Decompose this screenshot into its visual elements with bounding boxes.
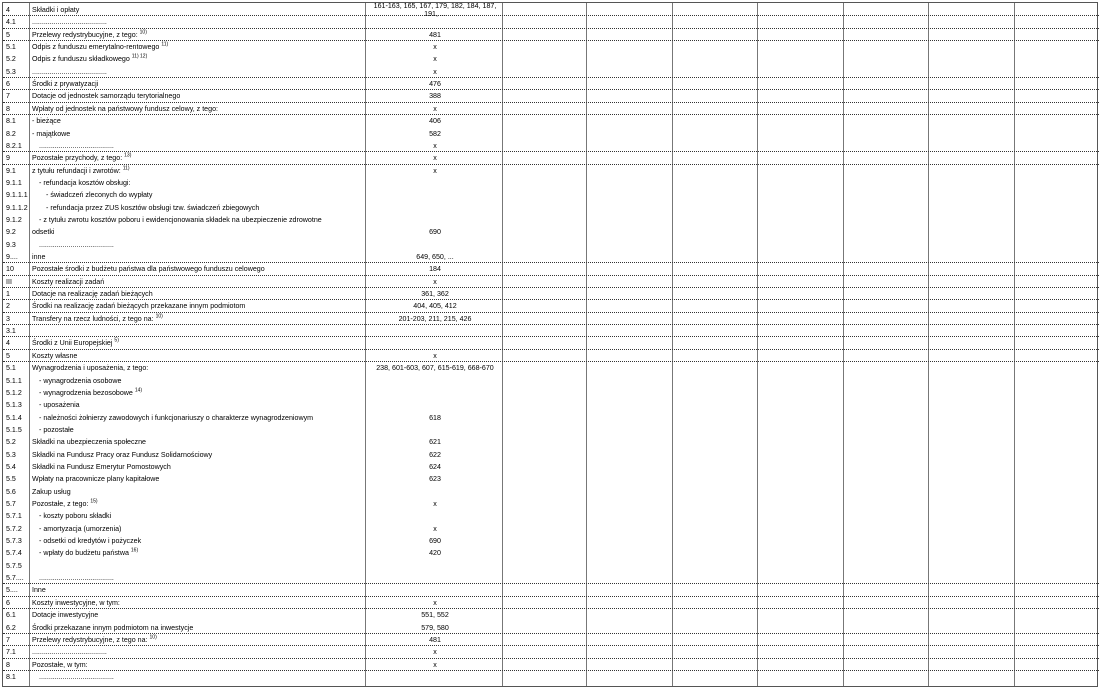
table-row (3, 534, 1099, 546)
row-number: 5.7.1 (6, 512, 22, 521)
row-number: 7.1 (6, 648, 16, 657)
row-classification-code: x (433, 43, 437, 52)
table-row (3, 287, 1099, 300)
row-description-text: Pozostałe środki z budżetu państwa dla państwowego funduszu celowego (32, 265, 265, 274)
row-number: 9.1.1.2 (6, 203, 28, 212)
row-number: III (6, 277, 12, 286)
row-description-text: Inne (32, 586, 46, 595)
table-row (3, 559, 1099, 571)
table-row (3, 213, 1099, 225)
row-description-text: Odpis z funduszu emerytalno-rentowego (32, 43, 160, 52)
row-description (32, 586, 46, 594)
row-description-text: - pozostałe (39, 425, 74, 434)
row-classification-code: 184 (429, 265, 441, 274)
row-number: 8 (6, 104, 10, 113)
row-description-text: Dotacje inwestycyjne (32, 611, 99, 620)
table-row (3, 633, 1099, 646)
table-row (3, 361, 1099, 373)
row-description (39, 549, 138, 557)
row-number: 2 (6, 302, 10, 311)
row-number: 9.3 (6, 240, 16, 249)
row-description (39, 414, 313, 422)
row-number: 5.1.3 (6, 401, 22, 410)
row-classification-code: 161-163, 165, 167, 179, 182, 184, 187, 191, ... (373, 2, 497, 18)
row-description-text: ...................................... (39, 141, 114, 150)
row-description-text: Składki na Fundusz Pracy oraz Fundusz Solidarnościowy (32, 450, 213, 459)
row-number: 5.5 (6, 475, 16, 484)
row-description (32, 488, 71, 496)
row-description-text: - uposażenia (39, 401, 80, 410)
row-description-text: - wpłaty do budżetu państwa (39, 549, 129, 558)
row-description (32, 290, 153, 298)
row-description-text: ...................................... (32, 67, 107, 76)
row-description (32, 6, 79, 14)
table-row (3, 435, 1099, 447)
table-row (3, 40, 1099, 52)
row-description (32, 105, 218, 113)
row-description (39, 401, 80, 409)
row-description-text: - wynagrodzenia osobowe (39, 376, 122, 385)
row-description (32, 55, 147, 63)
table-row (3, 52, 1099, 64)
table-row (3, 349, 1099, 362)
row-number: 6 (6, 80, 10, 89)
row-description (32, 80, 98, 88)
row-description (39, 241, 114, 249)
row-number: 9.1.1.1 (6, 191, 28, 200)
row-description-text: - świadczeń zleconych do wypłaty (46, 191, 153, 200)
footnote-marker: 15) (90, 498, 98, 505)
row-number: 5.2 (6, 438, 16, 447)
row-number: 9.1.1 (6, 178, 22, 187)
table-row (3, 139, 1099, 152)
row-number: 5.6 (6, 487, 16, 496)
row-description (32, 352, 77, 360)
table-row (3, 77, 1099, 90)
row-number: 6 (6, 598, 10, 607)
table-row (3, 324, 1099, 337)
row-description (32, 265, 265, 273)
row-classification-code: 690 (429, 537, 441, 546)
row-description-text: - koszty poboru składki (39, 512, 112, 521)
row-description (39, 377, 121, 385)
row-number: 5.3 (6, 67, 16, 76)
row-description-text: - należności żołnierzy zawodowych i funkcjonariuszy o charakterze wynagrodzeniowym (39, 413, 314, 422)
footnote-marker: 11) (122, 165, 130, 172)
row-description (32, 31, 147, 39)
footnote-marker: 16) (130, 548, 139, 555)
row-description (32, 167, 130, 175)
row-description (39, 142, 114, 150)
row-description (32, 661, 88, 669)
row-number: 9.1.2 (6, 215, 22, 224)
table-row (3, 28, 1099, 41)
row-description (32, 68, 107, 76)
table-row (3, 127, 1099, 139)
table-row (3, 114, 1099, 126)
row-description-text: - refundacja przez ZUS kosztów obsługi tzw. świadczeń zbiegowych (46, 203, 260, 212)
row-classification-code: x (433, 166, 437, 175)
row-classification-code: x (433, 660, 437, 669)
row-number: 5.7.... (6, 574, 24, 583)
row-classification-code: 649, 650, ... (416, 253, 454, 261)
row-description (39, 512, 111, 520)
row-description (32, 624, 193, 632)
row-number: 8.2 (6, 129, 16, 138)
row-number: 8 (6, 660, 10, 669)
row-number: 9 (6, 154, 10, 163)
row-description (32, 648, 107, 656)
row-classification-code: x (433, 648, 437, 657)
table-row (3, 658, 1099, 671)
row-description (32, 43, 168, 51)
table-row (3, 299, 1099, 312)
table-row (3, 176, 1099, 188)
table-row (3, 89, 1099, 102)
row-classification-code: x (433, 598, 437, 607)
row-description (32, 636, 157, 644)
row-description (32, 451, 212, 459)
table-row (3, 262, 1099, 275)
row-classification-code: x (433, 55, 437, 64)
table-row (3, 522, 1099, 534)
table-row (3, 460, 1099, 472)
row-classification-code: 622 (429, 450, 441, 459)
row-description (32, 339, 119, 347)
row-classification-code: x (433, 141, 437, 150)
table-row (3, 571, 1099, 584)
row-classification-code: 404, 405, 412 (413, 302, 457, 311)
row-classification-code: x (433, 104, 437, 113)
table-row (3, 645, 1099, 658)
row-number: 5.7.2 (6, 524, 22, 533)
table-row (3, 3, 1099, 16)
row-description-text: Odpis z funduszu składkowego (32, 55, 130, 64)
row-number: 5.... (6, 586, 18, 595)
row-description-text: ...................................... (39, 672, 114, 681)
row-number: 4.1 (6, 18, 16, 27)
row-description (32, 130, 70, 138)
row-number: 5.4 (6, 462, 16, 471)
row-classification-code: 624 (429, 462, 441, 471)
row-description-text: Zakup usług (32, 487, 71, 496)
row-classification-code: x (433, 277, 437, 286)
row-classification-code: x (433, 67, 437, 76)
table-row (3, 336, 1099, 349)
row-classification-code: 579, 580 (421, 623, 449, 632)
table-row (3, 423, 1099, 435)
row-description-text: Dotacje od jednostek samorządu terytorialnego (32, 92, 181, 101)
row-number: 10 (6, 265, 14, 274)
row-description (32, 228, 54, 236)
table-row (3, 250, 1099, 263)
table-row (3, 546, 1099, 558)
row-description-text: Koszty własne (32, 351, 78, 360)
row-description (32, 18, 107, 26)
row-description (32, 315, 163, 323)
row-description-text: Środki na realizację zadań bieżących przekazane innym podmiotom (32, 302, 246, 311)
row-description (39, 673, 114, 681)
row-number: 5.1 (6, 43, 16, 52)
row-description-text: - majątkowe (32, 129, 71, 138)
row-classification-code: 420 (429, 549, 441, 558)
table-row (3, 411, 1099, 423)
row-description (46, 191, 152, 199)
row-number: 5.1.5 (6, 425, 22, 434)
row-description-text: ...................................... (32, 18, 107, 27)
row-classification-code: 361, 362 (421, 290, 449, 299)
row-description (39, 537, 141, 545)
row-number: 5.7.3 (6, 537, 22, 546)
table-row (3, 621, 1099, 634)
row-classification-code: 476 (429, 80, 441, 89)
row-number: 5 (6, 30, 10, 39)
row-number: 5 (6, 351, 10, 360)
row-description-text: Składki na Fundusz Emerytur Pomostowych (32, 462, 171, 471)
row-description-text: ...................................... (39, 240, 114, 249)
row-number: 5.1.4 (6, 413, 22, 422)
row-description (32, 302, 245, 310)
row-description-text: Wynagrodzenia i uposażenia, z tego: (32, 364, 149, 373)
row-classification-code: 238, 601-603, 607, 615-619, 668-670 (376, 364, 494, 373)
table-row (3, 15, 1099, 28)
footnote-marker: 13) (124, 152, 132, 159)
table-row (3, 398, 1099, 410)
row-description (32, 154, 131, 162)
table-row (3, 102, 1099, 115)
footnote-marker: 10) (149, 634, 157, 641)
table-row (3, 312, 1099, 325)
footnote-marker: 14) (134, 387, 143, 394)
table-row (3, 188, 1099, 200)
row-classification-code: 481 (429, 635, 441, 644)
row-number: 3 (6, 314, 10, 323)
row-description-text: Przelewy redystrybucyjne, z tego: (32, 30, 138, 39)
row-description-text: - bieżące (32, 117, 61, 126)
row-description (32, 117, 61, 125)
row-number: 7 (6, 92, 10, 101)
row-number: 5.7 (6, 500, 16, 508)
row-description (39, 426, 74, 434)
row-description (39, 574, 114, 582)
row-number: 9.1 (6, 166, 16, 175)
row-classification-code: 690 (429, 228, 441, 237)
table-row (3, 448, 1099, 460)
row-description-text: - amortyzacja (umorzenia) (39, 524, 122, 533)
row-description-text: Pozostałe przychody, z tego: (32, 154, 123, 163)
row-number: 7 (6, 635, 10, 644)
row-number: 1 (6, 290, 10, 299)
row-classification-code: 201-203, 211, 215, 426 (398, 314, 472, 323)
row-description-text: Składki i opłaty (32, 6, 80, 14)
row-description-text: Transfery na rzecz ludności, z tego na: (32, 314, 154, 323)
footnote-marker: 11) 12) (131, 54, 148, 61)
row-number: 8.2.1 (6, 141, 22, 150)
footnote-marker: 10) (155, 313, 163, 320)
row-number: 8.1 (6, 117, 16, 126)
row-number: 9.... (6, 253, 18, 261)
row-description-text: Koszty realizacji zadań (32, 277, 105, 286)
row-classification-code: x (433, 154, 437, 163)
row-description-text: ...................................... (32, 648, 107, 657)
row-description-text: inne (32, 253, 46, 261)
row-description (32, 475, 159, 483)
row-number: 5.1 (6, 364, 16, 373)
table-row (3, 608, 1099, 620)
row-number: 3.1 (6, 327, 16, 336)
table-row (3, 670, 1099, 682)
row-classification-code: 481 (429, 30, 441, 39)
row-description-text: Składki na ubezpieczenia społeczne (32, 438, 146, 447)
row-description-text: Wpłaty na pracownicze plany kapitałowe (32, 475, 160, 484)
row-classification-code: x (433, 351, 437, 360)
row-description (39, 525, 121, 533)
row-number: 5.7.4 (6, 549, 22, 558)
row-number: 5.2 (6, 55, 16, 64)
row-description-text: - wynagrodzenia bezosobowe (39, 388, 133, 397)
row-description (32, 611, 98, 619)
row-description (32, 92, 180, 100)
row-number: 5.7.5 (6, 561, 22, 570)
row-number: 5.1.1 (6, 376, 22, 385)
row-description (32, 278, 104, 286)
table-row (3, 374, 1099, 386)
row-description-text: Wpłaty od jednostek na państwowy fundusz celowy, z tego: (32, 104, 218, 113)
row-description-text: - odsetki od kredytów i pożyczek (39, 537, 142, 546)
row-description-text: z tytułu refundacji i zwrotów: (32, 166, 121, 175)
table-row (3, 201, 1099, 213)
row-description-text: Koszty inwestycyjne, w tym: (32, 598, 120, 607)
row-classification-code: 618 (429, 413, 441, 422)
row-description-text: Pozostałe, w tym: (32, 660, 88, 669)
row-description-text: - z tytułu zwrotu kosztów poboru i ewidencjonowania składek na ubezpieczenie zdrowotne (39, 215, 322, 224)
row-number: 4 (6, 339, 10, 348)
row-description-text: Środki z prywatyzacji (32, 80, 99, 89)
row-number: 8.1 (6, 672, 16, 681)
table-row (3, 472, 1099, 484)
row-number: 5.3 (6, 450, 16, 459)
financial-table (2, 2, 1098, 687)
table-row (3, 497, 1099, 509)
row-classification-code: 582 (429, 129, 441, 138)
row-description (32, 438, 146, 446)
row-classification-code: 621 (429, 438, 441, 447)
footnote-marker: 5) (114, 338, 119, 345)
footnote-marker: 11) (161, 41, 169, 48)
row-description (39, 179, 130, 187)
row-description-text: ...................................... (39, 574, 114, 583)
row-classification-code: 551, 552 (421, 611, 449, 620)
table-row (3, 485, 1099, 497)
row-description (32, 500, 98, 508)
row-number: 6.1 (6, 611, 16, 620)
row-description-text: - refundacja kosztów obsługi: (39, 178, 131, 187)
row-description-text: Środki przekazane innym podmiotom na inwestycje (32, 623, 194, 632)
row-description-text: Przelewy redystrybucyjne, z tego na: (32, 635, 148, 644)
table-row (3, 596, 1099, 609)
table-row (3, 583, 1099, 596)
row-classification-code: 406 (429, 117, 441, 126)
row-description (32, 599, 120, 607)
row-description (32, 463, 171, 471)
row-description (32, 364, 148, 372)
row-classification-code: 623 (429, 475, 441, 484)
row-classification-code: 388 (429, 92, 441, 101)
table-row (3, 275, 1099, 288)
row-description-text: Środki z Unii Europejskiej (32, 339, 113, 348)
row-number: 4 (6, 6, 10, 14)
table-row (3, 164, 1099, 176)
row-description-text: Dotacje na realizację zadań bieżących (32, 290, 153, 299)
row-description (46, 204, 259, 212)
row-classification-code: x (433, 524, 437, 533)
row-description (32, 253, 45, 261)
row-number: 9.2 (6, 228, 16, 237)
table-row (3, 151, 1099, 164)
row-description (39, 389, 142, 397)
row-number: 5.1.2 (6, 388, 22, 397)
table-row (3, 386, 1099, 398)
row-description (39, 216, 322, 224)
row-classification-code: x (433, 500, 437, 508)
table-row (3, 509, 1099, 521)
row-description-text: odsetki (32, 228, 55, 237)
table-row (3, 65, 1099, 78)
footnote-marker: 10) (139, 29, 147, 36)
table-row (3, 238, 1099, 250)
row-description-text: Pozostałe, z tego: (32, 500, 89, 508)
row-number: 6.2 (6, 623, 16, 632)
table-row (3, 225, 1099, 237)
